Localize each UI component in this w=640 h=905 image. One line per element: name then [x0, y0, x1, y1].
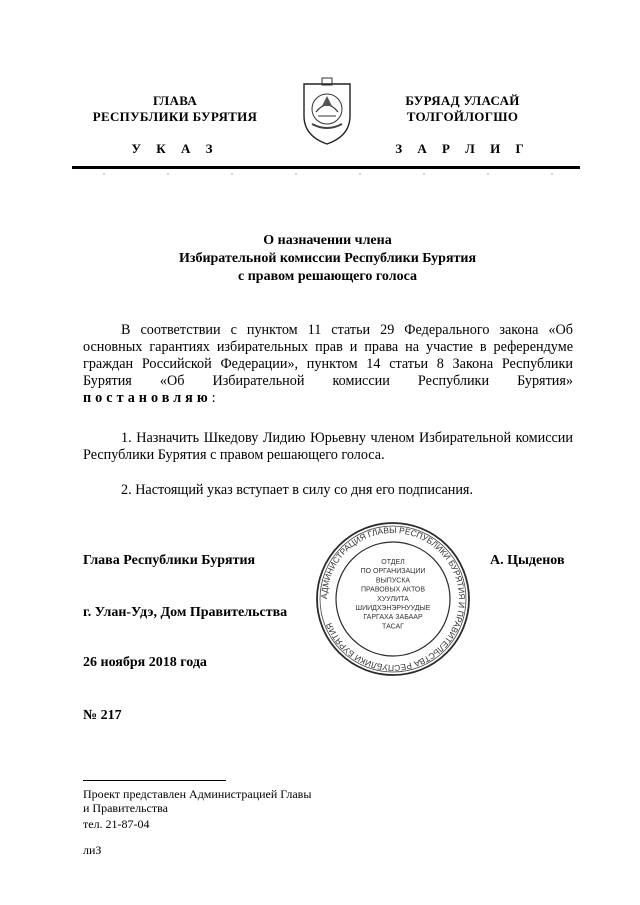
signatory-name: А. Цыденов [490, 553, 565, 568]
footnote-divider [83, 780, 226, 781]
stamp-center-line: ПРАВОВЫХ АКТОВ [360, 586, 426, 594]
footnote-line1: Проект представлен Администрацией Главы [83, 787, 312, 801]
issuer-russian [80, 93, 270, 157]
stamp-center-line: ШИИДХЭНЭРНУУДЫЕ [355, 605, 431, 612]
doc-type-buryat: З А Р Л И Г [395, 141, 530, 156]
stamp-center-line: ПО ОРГАНИЗАЦИИ [360, 568, 426, 576]
footnote-phone: тел. 21-87-04 [83, 817, 150, 831]
header-dotted-divider [72, 172, 580, 176]
decree-colon: : [211, 390, 216, 406]
issuer-buryat-line1: БУРЯАД УЛАСАЙ [405, 93, 520, 108]
title-line1: О назначении члена [263, 233, 392, 248]
decree-number: № 217 [83, 708, 122, 723]
coat-of-arms-emblem-icon [298, 76, 356, 146]
decree-item-2: 2. Настоящий указ вступает в силу со дня его подписания. [121, 482, 474, 498]
signing-place: г. Улан-Удэ, Дом Правительства [83, 605, 288, 620]
stamp-center-line: ТАСАГ [382, 623, 404, 631]
issuer-line1: ГЛАВА [152, 93, 198, 108]
issuer-buryat [385, 93, 540, 157]
doc-type-russian: У К А З [131, 141, 219, 156]
stamp-center-line: ГАРГАХА ЗАБААР [363, 614, 423, 622]
official-seal-stamp [312, 520, 474, 678]
decree-item-1: 1. Назначить Шкедову Лидию Юрьевну членом Избирательной комиссии Республики Бурятия с правом решающего голоса. [83, 430, 573, 463]
issuer-buryat-line2: ТОЛГОЙЛОГШО [406, 109, 519, 124]
decree-word: постановляю [83, 390, 212, 406]
footnote-initials: лиЗ [83, 843, 102, 857]
stamp-center-line: ВЫПУСКА [375, 577, 411, 585]
title-line2: Избирательной комиссии Республики Бурятия [178, 251, 477, 266]
stamp-center-line: ОТДЕЛ [381, 559, 405, 566]
header-divider [72, 166, 580, 169]
title-line3: с правом решающего голоса [238, 269, 417, 284]
document-title [80, 232, 575, 286]
stamp-ring-text: АДМИНИСТРАЦИЯ ГЛАВЫ РЕСПУБЛИКИ БУРЯТИЯ И ПРАВИТЕЛЬСТВА РЕСПУБЛИКИ БУРЯТИЯ [318, 524, 468, 674]
preamble-paragraph [83, 322, 573, 407]
issuer-line2: РЕСПУБЛИКИ БУРЯТИЯ [92, 109, 258, 124]
footnote-line2: и Правительства [83, 801, 168, 815]
stamp-center-line: ХУУЛИТА [377, 595, 409, 603]
signatory-position: Глава Республики Бурятия [83, 553, 256, 568]
preamble-text: В соответствии с пунктом 11 статьи 29 Федерального закона «Об основных гарантиях избирательных прав и права на участие в референдуме граждан Российской Федерации», пунктом 14 статьи 8 Закона Республики Бурятия «Об Избирательной комиссии Республики Бурятия» [83, 322, 573, 389]
signing-date: 26 ноября 2018 года [83, 655, 207, 670]
